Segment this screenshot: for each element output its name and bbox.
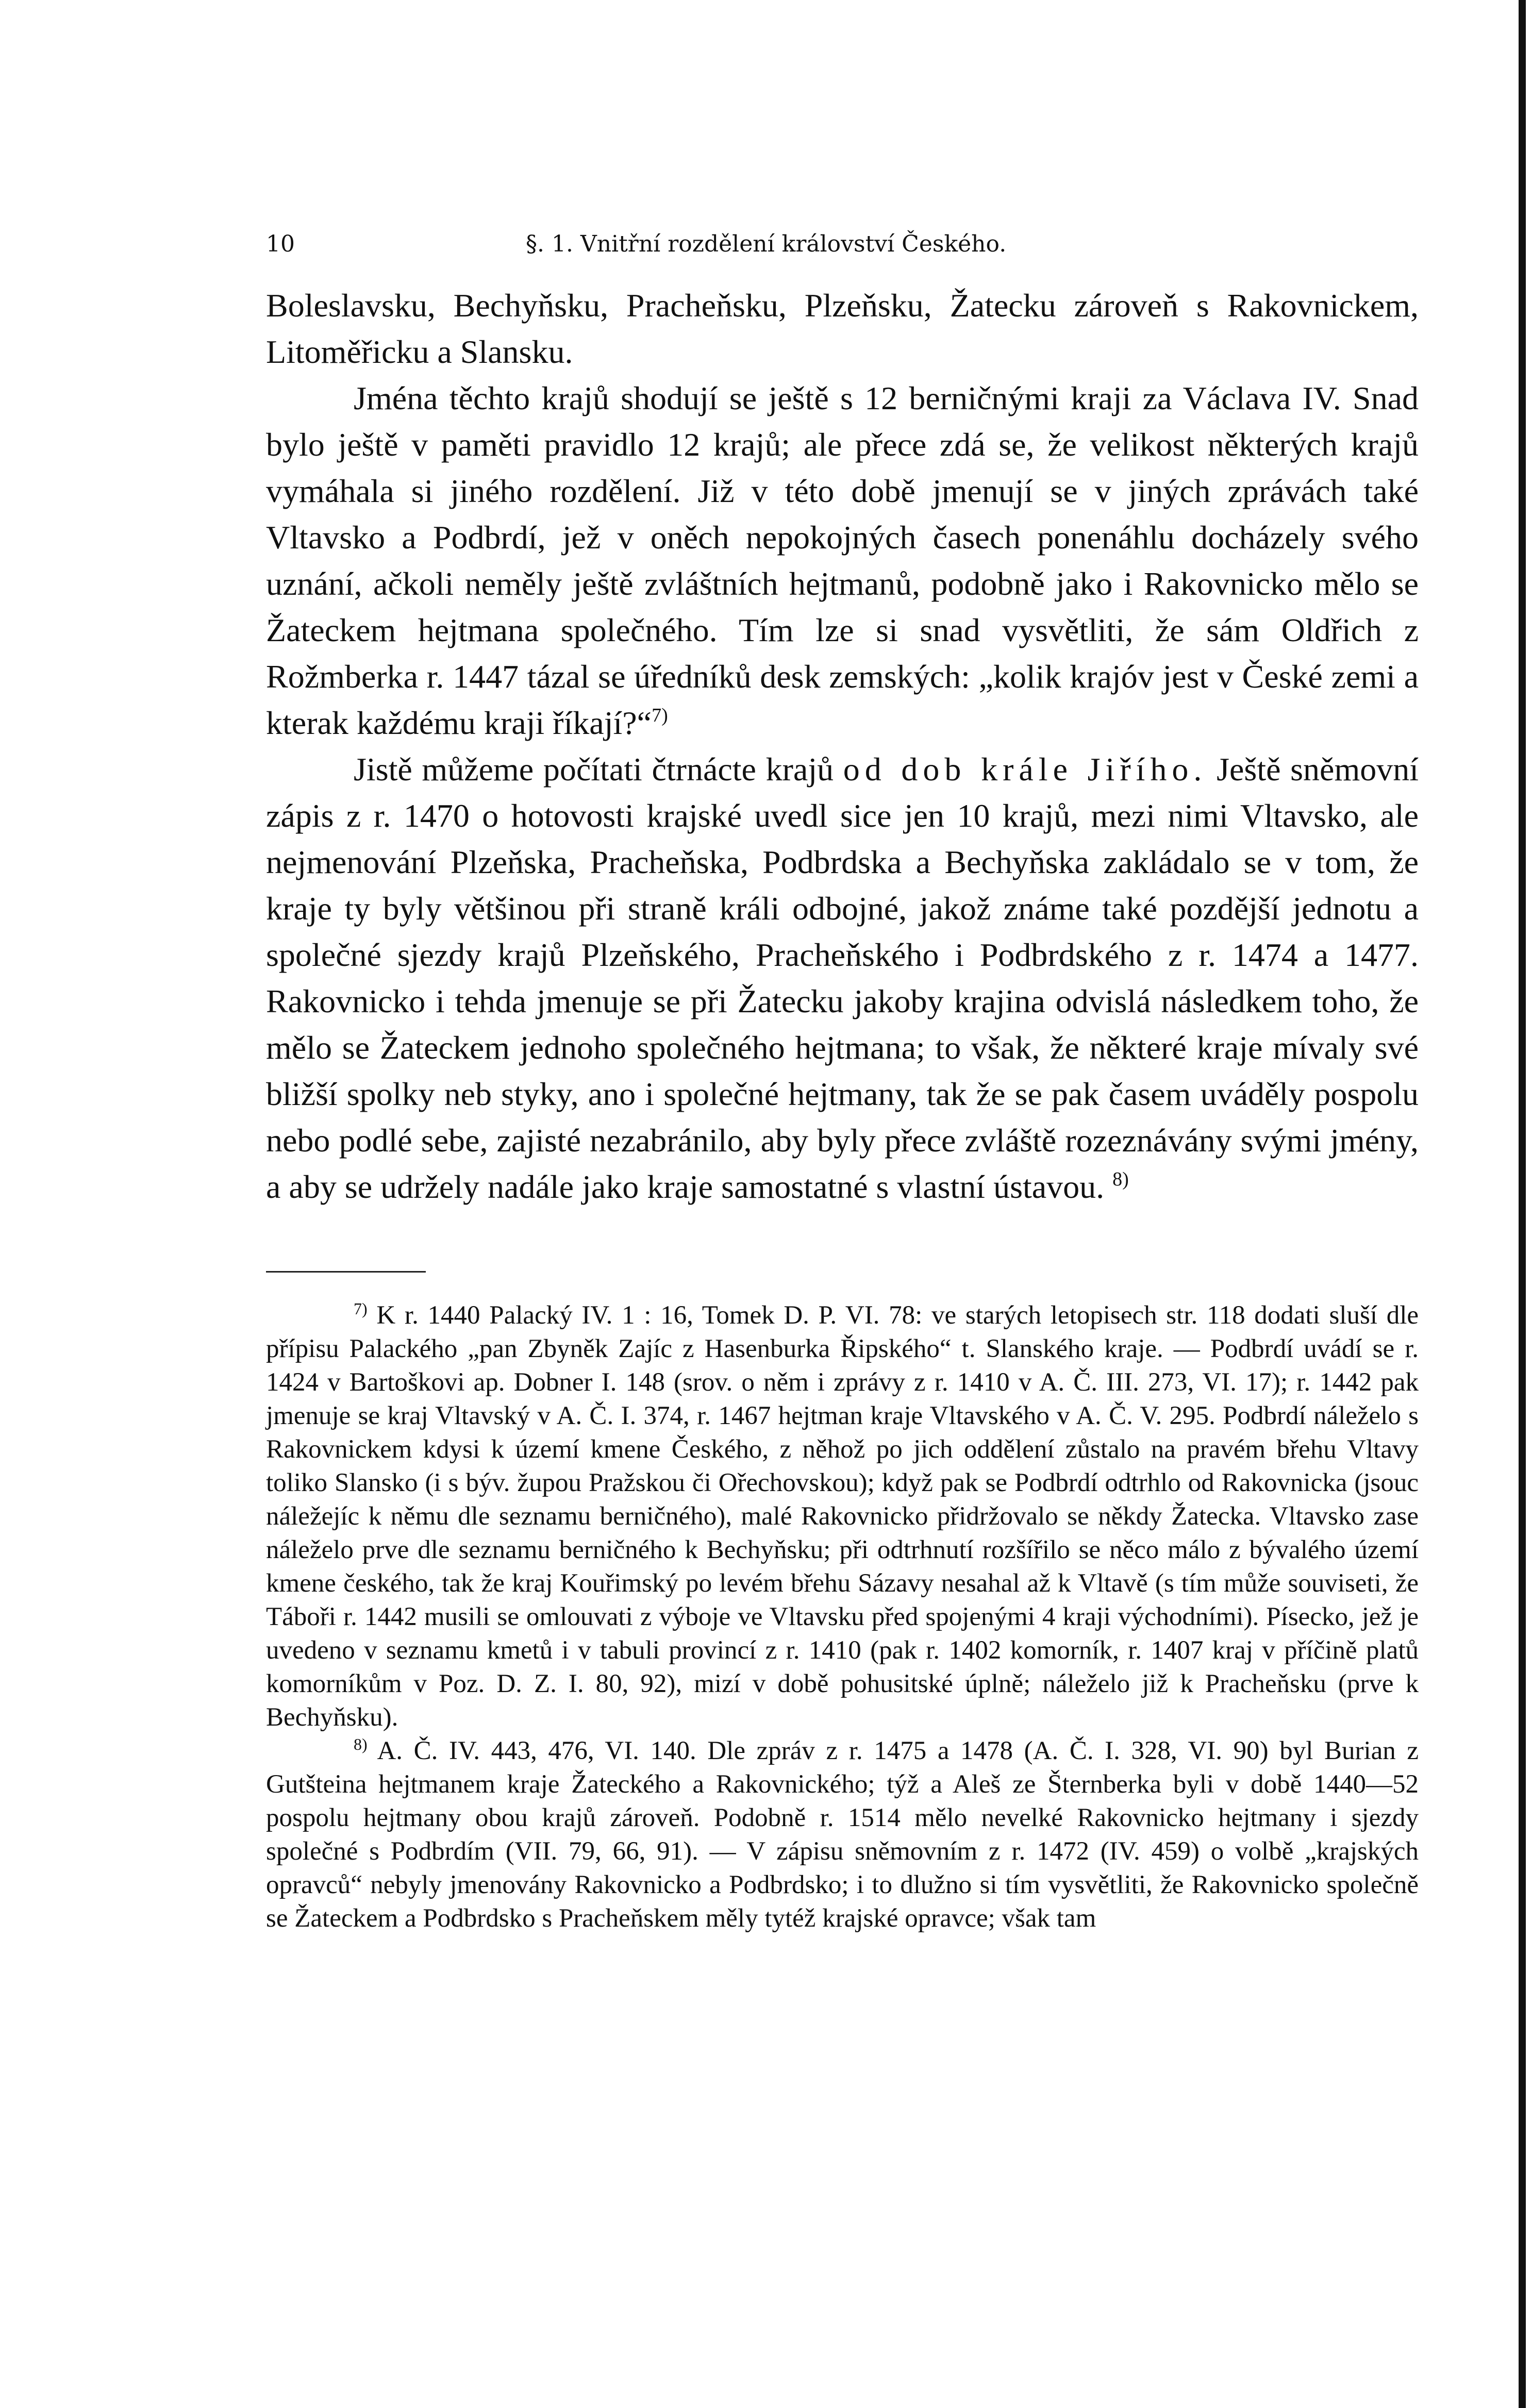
footnote-8-text: A. Č. IV. 443, 476, VI. 140. Dle zpráv z r. 1475 a 1478 (A. Č. I. 328, VI. 90) byl Burian z Gutšteina hejtmanem kraje Žateckého a Rakovnického; týž a Aleš ze Šternberka byli v době 1440—52 pospolu hejtmany obou krajů zároveň. Podobně r. 1514 mělo nevelké Rakovnicko hejtmany i sjezdy společné s Podbrdím (VII. 79, 66, 91). — V zápisu sněmovním z r. 1472 (IV. 459) o volbě „krajských opravců“ nebyly jmenovány Rakovnicko a Podbrdsko; i to dlužno si tím vysvětliti, že Rakovnicko společně se Žateckem a Podbrdsko s Pracheňskem měly tytéž krajské opravce; však tam bbox=[266, 1736, 1419, 1933]
footnote-7 bbox=[266, 1299, 1419, 1734]
paragraph-3 bbox=[266, 746, 1419, 1210]
page-number: 10 bbox=[266, 231, 295, 257]
paragraph-1: Boleslavsku, Bechyňsku, Pracheňsku, Plzeňsku, Žatecku zároveň s Rakovnickem, Litoměřicku a Slansku. bbox=[266, 287, 1419, 370]
running-header bbox=[266, 231, 1421, 267]
paragraph-2 bbox=[266, 375, 1419, 746]
footnotes bbox=[266, 1299, 1419, 1935]
paragraph-2-text: Jména těchto krajů shodují se ještě s 12 berničnými kraji za Václava IV. Snad bylo ještě v paměti pravidlo 12 krajů; ale přece zdá se, že velikost některých krajů vymáhala si jiného rozdělení. Již v této době jmenují se v jiných zprávách také Vltavsko a Podbrdí, jež v oněch nepokojných časech ponenáhlu docházely svého uznání, ačkoli neměly ještě zvláštních hejtmanů, podobně jako i Rakovnicko mělo se Žateckem hejtmana společného. Tím lze si snad vysvětliti, že sám Oldřich z Rožmberka r. 1447 tázal se úředníků desk zemských: „kolik krajóv jest v České zemi a kterak každému kraji říkají?“ bbox=[266, 380, 1419, 741]
running-title: §. 1. Vnitřní rozdělení království Českého. bbox=[526, 231, 1007, 257]
paragraph-3-start: Jistě můžeme počítati čtrnácte krajů bbox=[354, 751, 834, 788]
footnote-7-text: K r. 1440 Palacký IV. 1 : 16, Tomek D. P. VI. 78: ve starých letopisech str. 118 dodati sluší dle přípisu Palackého „pan Zbyněk Zajíc z Hasenburka Řipského“ t. Slanského kraje. — Podbrdí uvádí se r. 1424 v Bartoškovi ap. Dobner I. 148 (srov. o něm i zprávy z r. 1410 v A. Č. III. 273, VI. 17); r. 1442 pak jmenuje se kraj Vltavský v A. Č. I. 374, r. 1467 hejtman kraje Vltavského v A. Č. V. 295. Podbrdí náleželo s Rakovnickem kdysi k území kmene Českého, z něhož po jich oddělení zůstalo na pravém břehu Vltavy toliko Slansko (i s býv. župou Pražskou či Ořechovskou); když pak se Podbrdí odtrhlo od Rakovnicka (jsouc náležejíc k němu dle seznamu berničného), malé Rakovnicko přidržovalo se někdy Žatecka. Vltavsko zase náleželo prve dle seznamu berničného k Bechyňsku; při odtrhnutí rozšířilo se něco málo z bývalého území kmene českého, tak že kraj Kouřimský po levém břehu Sázavy nesahal až k Vltavě (s tím může souviseti, že Táboři r. 1442 musili se omlouvati z výboje ve Vltavsku před spojenými 4 kraji východními). Písecko, jež je uvedeno v seznamu kmetů i v tabuli provincí z r. 1410 (pak r. 1402 komorník, r. 1407 kraj v příčině platů komorníkům v Poz. D. Z. I. 80, 92), mizí v době pohusitské úplně; náleželo již k Pracheňsku (prve k Bechyňsku). bbox=[266, 1301, 1419, 1732]
footnote-ref-7[interactable]: 7) bbox=[652, 705, 668, 726]
footnote-separator bbox=[266, 1271, 426, 1273]
page-edge-border bbox=[1519, 0, 1526, 2408]
main-text bbox=[266, 282, 1419, 1210]
footnote-8-mark: 8) bbox=[354, 1735, 368, 1753]
paragraph-3-spaced: od dob krále Jiřího. bbox=[843, 751, 1207, 788]
footnote-8 bbox=[266, 1734, 1419, 1935]
footnote-ref-8[interactable]: 8) bbox=[1112, 1168, 1129, 1190]
footnote-7-mark: 7) bbox=[354, 1299, 368, 1318]
paragraph-3-rest: Ještě sněmovní zápis z r. 1470 o hotovosti krajské uvedl sice jen 10 krajů, mezi nimi Vltavsko, ale nejmenování Plzeňska, Pracheňska, Podbrdska a Bechyňska zakládalo se v tom, že kraje ty byly většinou při straně králi odbojné, jakož známe také pozdější jednotu a společné sjezdy krajů Plzeňského, Pracheňského i Podbrdského z r. 1474 a 1477. Rakovnicko i tehda jmenuje se při Žatecku jakoby krajina odvislá následkem toho, že mělo se Žateckem jednoho společného hejtmana; to však, že některé kraje mívaly své bližší spolky neb styky, ano i společné hejtmany, tak že se pak časem uváděly pospolu nebo podlé sebe, zajisté nezabránilo, aby byly přece zvláště rozeznávány svými jmény, a aby se udržely nadále jako kraje samostatné s vlastní ústavou. bbox=[266, 751, 1419, 1205]
